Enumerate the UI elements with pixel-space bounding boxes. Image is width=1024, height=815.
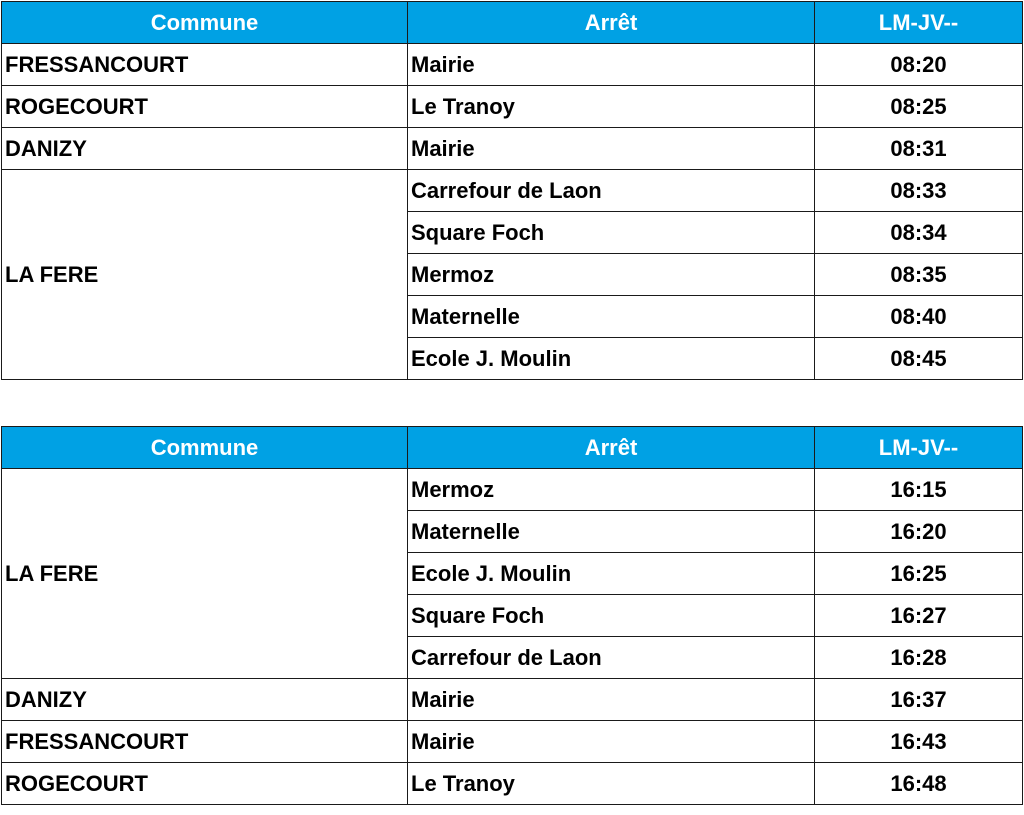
header-stop: Arrêt	[408, 427, 815, 469]
table-row	[2, 763, 1023, 805]
commune-cell: ROGECOURT	[2, 763, 408, 805]
commune-cell: LA FERE	[2, 170, 408, 380]
stop-cell: Square Foch	[408, 595, 815, 637]
stop-cell: Ecole J. Moulin	[408, 338, 815, 380]
afternoon-schedule-table	[1, 426, 1023, 805]
table-row	[2, 469, 1023, 511]
header-row	[2, 2, 1023, 44]
time-cell: 16:15	[815, 469, 1023, 511]
time-cell: 16:20	[815, 511, 1023, 553]
stop-cell: Ecole J. Moulin	[408, 553, 815, 595]
time-cell: 08:45	[815, 338, 1023, 380]
table-row	[2, 44, 1023, 86]
stop-cell: Maternelle	[408, 511, 815, 553]
table-row	[2, 128, 1023, 170]
time-cell: 08:35	[815, 254, 1023, 296]
stop-cell: Carrefour de Laon	[408, 637, 815, 679]
time-cell: 08:33	[815, 170, 1023, 212]
table-row	[2, 86, 1023, 128]
header-commune: Commune	[2, 2, 408, 44]
stop-cell: Mairie	[408, 679, 815, 721]
time-cell: 08:34	[815, 212, 1023, 254]
stop-cell: Mairie	[408, 128, 815, 170]
time-cell: 08:25	[815, 86, 1023, 128]
commune-cell: FRESSANCOURT	[2, 44, 408, 86]
time-cell: 08:40	[815, 296, 1023, 338]
afternoon-rows	[2, 469, 1023, 805]
header-days: LM-JV--	[815, 2, 1023, 44]
time-cell: 16:43	[815, 721, 1023, 763]
morning-schedule-table	[1, 1, 1023, 380]
time-cell: 16:25	[815, 553, 1023, 595]
header-days: LM-JV--	[815, 427, 1023, 469]
time-cell: 16:28	[815, 637, 1023, 679]
header-row	[2, 427, 1023, 469]
stop-cell: Mermoz	[408, 469, 815, 511]
commune-cell: FRESSANCOURT	[2, 721, 408, 763]
commune-cell: ROGECOURT	[2, 86, 408, 128]
table-row	[2, 170, 1023, 212]
stop-cell: Square Foch	[408, 212, 815, 254]
stop-cell: Mairie	[408, 721, 815, 763]
commune-cell: LA FERE	[2, 469, 408, 679]
stop-cell: Le Tranoy	[408, 86, 815, 128]
header-stop: Arrêt	[408, 2, 815, 44]
time-cell: 16:37	[815, 679, 1023, 721]
table-row	[2, 679, 1023, 721]
commune-cell: DANIZY	[2, 679, 408, 721]
stop-cell: Carrefour de Laon	[408, 170, 815, 212]
commune-cell: DANIZY	[2, 128, 408, 170]
stop-cell: Mermoz	[408, 254, 815, 296]
morning-rows	[2, 44, 1023, 380]
time-cell: 16:48	[815, 763, 1023, 805]
table-row	[2, 721, 1023, 763]
time-cell: 08:31	[815, 128, 1023, 170]
stop-cell: Maternelle	[408, 296, 815, 338]
stop-cell: Le Tranoy	[408, 763, 815, 805]
stop-cell: Mairie	[408, 44, 815, 86]
time-cell: 08:20	[815, 44, 1023, 86]
header-commune: Commune	[2, 427, 408, 469]
time-cell: 16:27	[815, 595, 1023, 637]
